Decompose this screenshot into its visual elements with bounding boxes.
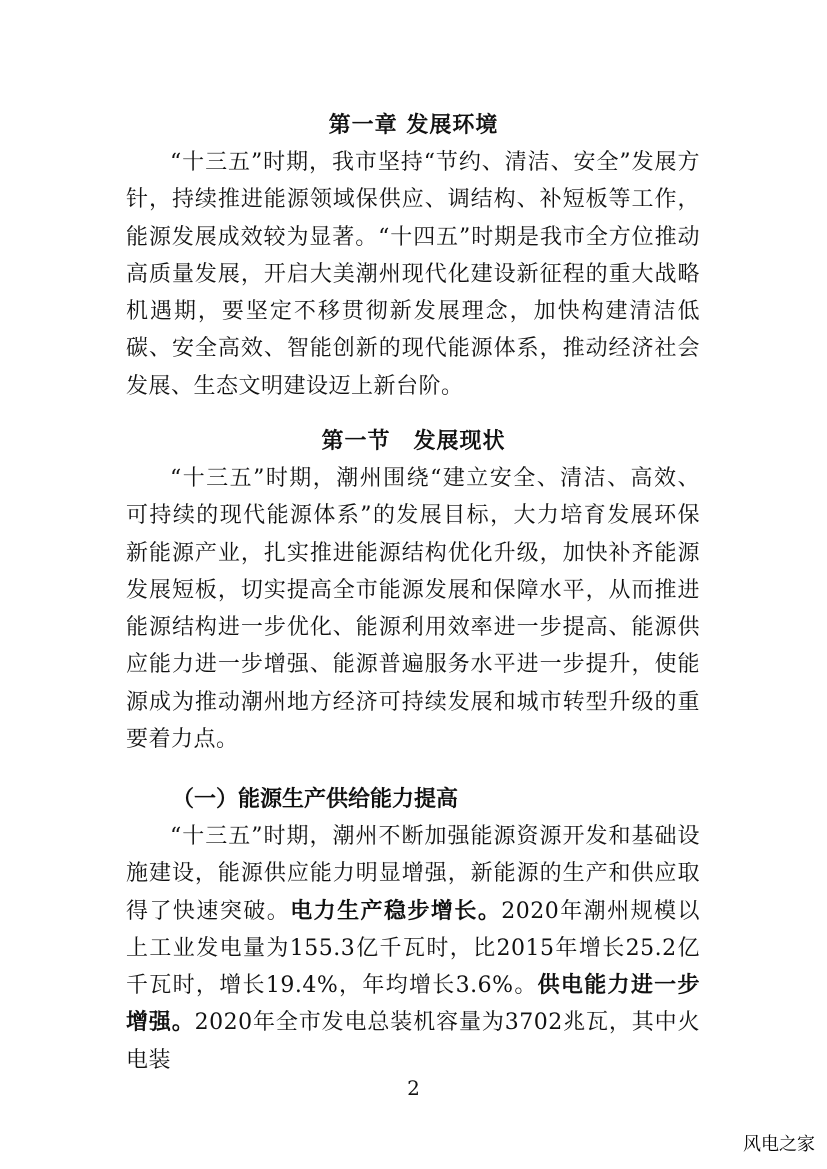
chapter-title: 第一章 发展环境 [328,113,499,138]
intro-paragraph: “十三五”时期，我市坚持“节约、清洁、安全”发展方针，持续推进能源领域保供应、调结构、补短板等工作，能源发展成效较为显著。“十四五”时期是我市全方位推动高质量发展，开启大美潮州现代化建设新征程的重大战略机遇期，要坚定不移贯彻新发展理念，加快构建清洁低碳、安全高效、智能创新的现代能源体系，推动经济社会发展、生态文明建设迈上新台阶。 [126,150,700,399]
section-paragraph: “十三五”时期，潮州围绕“建立安全、清洁、高效、可持续的现代能源体系”的发展目标，大力培育发展环保新能源产业，扎实推进能源结构优化升级，加快补齐能源发展短板，切实提高全市能源发展和保障水平，从而推进能源结构进一步优化、能源利用效率进一步提高、能源供应能力进一步增强、能源普遍服务水平进一步提升，使能源成为推动潮州地方经济可持续发展和城市转型升级的重要着力点。 [126,466,700,753]
highlight-power-supply: 供电能力进一步增强。 [126,973,700,1036]
subsection-text-2: 2020年潮州规模以上工业发电量为155.3亿千瓦时，比2015年增长25.2亿千瓦时，增长19.4%，年均增长3.6%。 [126,898,700,999]
highlight-power-production: 电力生产稳步增长。 [290,898,502,924]
section-title: 第一节 发展现状 [321,429,506,454]
watermark-text: 风电之家 [743,1134,815,1155]
subsection-paragraph [126,818,700,1079]
subsection-text-3: 2020年全市发电总装机容量为3702兆瓦，其中火电装 [126,1010,700,1073]
page-number: 2 [407,1076,420,1100]
subsection-title: （一）能源生产供给能力提高 [172,787,459,812]
subsection-text-1: “十三五”时期，潮州不断加强能源资源开发和基础设施建设，能源供应能力明显增强，新能源的生产和供应取得了快速突破。 [126,824,700,924]
